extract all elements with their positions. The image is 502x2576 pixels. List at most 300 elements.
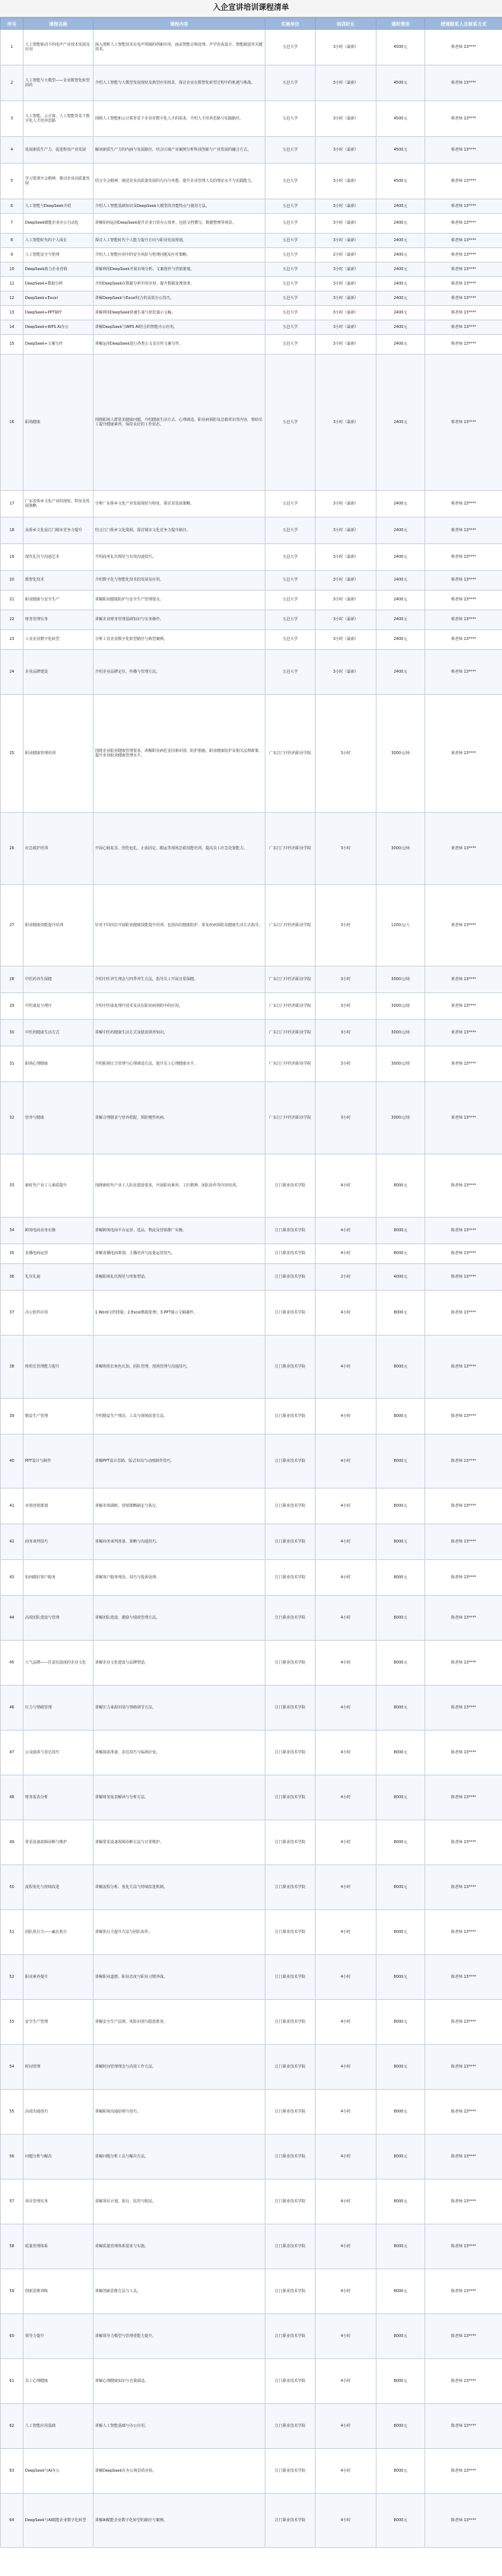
cell-unit: 江门职业技术学院: [265, 2135, 316, 2180]
cell-fee: 3000元/场: [376, 993, 425, 1020]
cell-course-content: 结合全会精神，阐述企业高质量发展的方向与举措，提升企业管理人员的理论水平与实践能力。: [94, 164, 265, 199]
header-name: 课程名称: [24, 18, 94, 30]
cell-no: 64: [1, 2494, 24, 2548]
table-row: [1, 164, 502, 199]
cell-unit: 五邑大学: [265, 199, 316, 214]
cell-contact: 蔡老师 13****: [425, 234, 502, 248]
cell-contact: 黄老师 13****: [425, 813, 502, 885]
cell-course-name: 财务管理实务: [24, 610, 94, 630]
cell-fee: 3000元/场: [376, 1082, 425, 1154]
cell-course-content: 讲解中医药健康生活方式及膳食调养知识。: [94, 1020, 265, 1046]
table-row: [1, 1910, 502, 1955]
cell-contact: 蔡老师 13****: [425, 491, 502, 517]
cell-unit: 江门职业技术学院: [265, 1434, 316, 1489]
cell-contact: 陈老师 13****: [425, 2224, 502, 2269]
cell-contact: 陈老师 13****: [425, 1731, 502, 1775]
table-row: [1, 199, 502, 214]
cell-duration: 3小时（最新）: [316, 610, 376, 630]
header-content: 课程内容: [94, 18, 265, 30]
cell-unit: 五邑大学: [265, 320, 316, 335]
cell-contact: 陈老师 13****: [425, 1218, 502, 1244]
cell-contact: 陈老师 13****: [425, 2314, 502, 2359]
cell-course-name: DeepSeek+数据分析: [24, 277, 94, 291]
cell-duration: 4小时: [316, 2314, 376, 2359]
cell-course-content: 讲解跨境电商平台运营、选品、物流及营销推广实操。: [94, 1218, 265, 1244]
cell-unit: 五邑大学: [265, 101, 316, 137]
cell-unit: 广东江门中医药职业学院: [265, 695, 316, 813]
cell-duration: 4小时: [316, 1641, 376, 1686]
cell-course-name: 员工心理健康: [24, 2359, 94, 2404]
cell-fee: 2400元: [376, 650, 425, 695]
cell-course-content: 开展心肺复苏、创伤包扎、止血固定、搬运等现场急救技能培训，提高员工应急处置能力。: [94, 813, 265, 885]
cell-duration: 3小时（最新）: [316, 544, 376, 571]
cell-no: 55: [1, 2090, 24, 2135]
cell-course-name: 精益生产管理: [24, 1399, 94, 1434]
cell-contact: 陈老师 13****: [425, 1291, 502, 1336]
cell-no: 28: [1, 966, 24, 993]
cell-no: 35: [1, 1244, 24, 1264]
cell-unit: 江门职业技术学院: [265, 1399, 316, 1434]
cell-course-content: 介绍人工智能与大模型发展现状及典型应用场景，探讨企业在数智化转型过程中的机遇与挑战。: [94, 65, 265, 101]
document-title: 入企宣讲培训课程清单: [0, 0, 502, 18]
cell-course-name: DeepSeek与AI办公: [24, 2449, 94, 2494]
cell-unit: 江门职业技术学院: [265, 1955, 316, 2000]
cell-fee: 3000元/场: [376, 695, 425, 813]
cell-fee: 2400元: [376, 591, 425, 610]
cell-contact: 陈老师 13****: [425, 2494, 502, 2548]
cell-fee: 8000元: [376, 1596, 425, 1641]
cell-course-content: 讲解职场沟通原则与技巧。: [94, 2090, 265, 2135]
table-row: [1, 1264, 502, 1291]
cell-course-name: 商务谈判技巧: [24, 1524, 94, 1560]
cell-course-content: 讲解财务报表解读与分析方法。: [94, 1775, 265, 1820]
cell-no: 5: [1, 164, 24, 199]
cell-unit: 广东江门中医药职业学院: [265, 1046, 316, 1082]
table-row: [1, 650, 502, 695]
table-row: [1, 1244, 502, 1264]
cell-duration: 4小时: [316, 1955, 376, 2000]
cell-no: 22: [1, 610, 24, 630]
cell-course-name: 人工智能安全与伦理: [24, 248, 94, 263]
cell-course-content: 讲解AI赋能企业数字化转型的路径与案例。: [94, 2494, 265, 2548]
cell-course-content: 讲解常见设备故障诊断方法与日常维护。: [94, 1820, 265, 1865]
cell-contact: 陈老师 13****: [425, 2045, 502, 2090]
cell-unit: 广东江门中医药职业学院: [265, 813, 316, 885]
cell-course-name: 数智化技术: [24, 571, 94, 591]
cell-no: 36: [1, 1264, 24, 1291]
header-contact: 授课联系人及联系方式: [425, 18, 502, 30]
cell-duration: 4小时: [316, 1686, 376, 1731]
cell-contact: 黄老师 13****: [425, 1082, 502, 1154]
cell-duration: 3小时（最新）: [316, 263, 376, 277]
cell-no: 46: [1, 1686, 24, 1731]
cell-unit: 五邑大学: [265, 630, 316, 650]
cell-unit: 五邑大学: [265, 335, 316, 355]
cell-duration: 3小时: [316, 885, 376, 966]
table-row: [1, 993, 502, 1020]
cell-no: 21: [1, 591, 24, 610]
cell-no: 38: [1, 1336, 24, 1399]
cell-duration: 3小时（最新）: [316, 101, 376, 137]
cell-duration: 3小时（最新）: [316, 65, 376, 101]
cell-no: 59: [1, 2269, 24, 2314]
cell-fee: 8000元: [376, 1244, 425, 1264]
cell-fee: 2400元: [376, 248, 425, 263]
cell-no: 62: [1, 2404, 24, 2449]
table-row: [1, 1020, 502, 1046]
cell-unit: 江门职业技术学院: [265, 1560, 316, 1596]
cell-course-name: 职业健康技能提升培训: [24, 885, 94, 966]
cell-unit: 广东江门中医药职业学院: [265, 993, 316, 1020]
cell-duration: 4小时: [316, 2494, 376, 2548]
cell-no: 11: [1, 277, 24, 291]
cell-contact: 蔡老师 13****: [425, 320, 502, 335]
cell-unit: 五邑大学: [265, 571, 316, 591]
cell-unit: 五邑大学: [265, 214, 316, 234]
cell-contact: 蔡老师 13****: [425, 30, 502, 65]
table-row: [1, 2404, 502, 2449]
cell-course-name: DeepSeek与AI赋能企业数字化转型: [24, 2494, 94, 2548]
table-row: [1, 306, 502, 320]
cell-course-name: 广东省侨乡文化产业的现状、特征及发展策略: [24, 491, 94, 517]
cell-contact: 陈老师 13****: [425, 2404, 502, 2449]
cell-contact: 黄老师 13****: [425, 1046, 502, 1082]
cell-duration: 3小时（最新）: [316, 199, 376, 214]
cell-course-name: 人工智能应用基础: [24, 2404, 94, 2449]
cell-course-name: DeepSeek+文案写作: [24, 335, 94, 355]
cell-contact: 黄老师 13****: [425, 695, 502, 813]
cell-unit: 江门职业技术学院: [265, 1865, 316, 1910]
cell-no: 3: [1, 101, 24, 137]
table-row: [1, 1820, 502, 1865]
cell-fee: 8000元: [376, 2045, 425, 2090]
cell-fee: 8000元: [376, 1399, 425, 1434]
cell-no: 54: [1, 2045, 24, 2090]
cell-unit: 江门职业技术学院: [265, 2224, 316, 2269]
cell-course-content: 围绕新时代产业工人队伍建设要求，开展职业素养、工匠精神、团队协作等内容培训。: [94, 1154, 265, 1218]
table-row: [1, 591, 502, 610]
cell-duration: 3小时（最新）: [316, 355, 376, 491]
cell-duration: 4小时: [316, 1434, 376, 1489]
cell-no: 58: [1, 2224, 24, 2269]
table-row: [1, 695, 502, 813]
cell-course-name: 职业健康管理培训: [24, 695, 94, 813]
cell-contact: 陈老师 13****: [425, 1336, 502, 1399]
cell-fee: 2400元: [376, 234, 425, 248]
cell-fee: 2400元: [376, 610, 425, 630]
cell-course-name: 问题分析与解决: [24, 2135, 94, 2180]
cell-duration: 4小时: [316, 1218, 376, 1244]
cell-no: 4: [1, 137, 24, 164]
cell-course-name: 创新思维训练: [24, 2269, 94, 2314]
cell-course-content: 讲解直播电商策划、主播培养与流量运营技巧。: [94, 1244, 265, 1264]
cell-duration: 4小时: [316, 1154, 376, 1218]
cell-unit: 五邑大学: [265, 234, 316, 248]
cell-course-content: 讲解职业健康防护与安全生产管理要点。: [94, 591, 265, 610]
cell-fee: 2400元: [376, 571, 425, 591]
cell-duration: 4小时: [316, 2090, 376, 2135]
cell-unit: 江门职业技术学院: [265, 1264, 316, 1291]
cell-fee: 4000元: [376, 1264, 425, 1291]
cell-no: 39: [1, 1399, 24, 1434]
cell-duration: 3小时（最新）: [316, 320, 376, 335]
cell-duration: 3小时（最新）: [316, 306, 376, 320]
cell-course-name: 时间管理: [24, 2045, 94, 2090]
cell-contact: 陈老师 13****: [425, 2090, 502, 2135]
cell-duration: 4小时: [316, 1820, 376, 1865]
cell-fee: 2400元: [376, 199, 425, 214]
cell-course-content: 讲解如何运用DeepSeek提升企业日常办公效率，包括文档撰写、数据整理等场景。: [94, 214, 265, 234]
cell-contact: 蔡老师 13****: [425, 164, 502, 199]
cell-unit: 五邑大学: [265, 164, 316, 199]
table-row: [1, 1641, 502, 1686]
cell-fee: 2400元: [376, 630, 425, 650]
cell-fee: 8000元: [376, 1865, 425, 1910]
table-row: [1, 2269, 502, 2314]
cell-duration: 4小时: [316, 2135, 376, 2180]
cell-fee: 8000元: [376, 2269, 425, 2314]
table-row: [1, 544, 502, 571]
cell-no: 50: [1, 1865, 24, 1910]
cell-duration: 4小时: [316, 2404, 376, 2449]
cell-no: 27: [1, 885, 24, 966]
cell-unit: 江门职业技术学院: [265, 2045, 316, 2090]
cell-fee: 8000元: [376, 2000, 425, 2045]
cell-fee: 2400元: [376, 277, 425, 291]
table-row: [1, 30, 502, 65]
cell-unit: 广东江门中医药职业学院: [265, 966, 316, 993]
cell-course-content: 讲解运用DeepSeek进行各类公文及宣传文案写作。: [94, 335, 265, 355]
cell-contact: 陈老师 13****: [425, 1820, 502, 1865]
cell-fee: 4500元: [376, 137, 425, 164]
cell-course-name: 礼仪礼貌: [24, 1264, 94, 1291]
table-row: [1, 1082, 502, 1154]
table-row: [1, 2224, 502, 2269]
cell-no: 25: [1, 695, 24, 813]
cell-fee: 8000元: [376, 1775, 425, 1820]
cell-course-name: 人工智能驱动下的电声产业技术发展及应用: [24, 30, 94, 65]
cell-course-name: 公众演讲与表达技巧: [24, 1731, 94, 1775]
cell-duration: 3小时: [316, 1082, 376, 1154]
table-row: [1, 630, 502, 650]
cell-contact: 蔡老师 13****: [425, 214, 502, 234]
cell-course-content: 介绍数字化与智能化技术的发展及应用。: [94, 571, 265, 591]
cell-course-name: DeepSeek+Excel: [24, 291, 94, 306]
table-row: [1, 813, 502, 885]
cell-fee: 4500元: [376, 30, 425, 65]
cell-course-name: PPT设计与制作: [24, 1434, 94, 1489]
cell-unit: 江门职业技术学院: [265, 1596, 316, 1641]
cell-no: 49: [1, 1820, 24, 1865]
table-row: [1, 2000, 502, 2045]
cell-no: 9: [1, 248, 24, 263]
cell-course-name: DeepSeek+WPS AI办公: [24, 320, 94, 335]
cell-duration: 2小时: [316, 1264, 376, 1291]
cell-fee: 8000元: [376, 2224, 425, 2269]
cell-course-name: 办公软件应用: [24, 1291, 94, 1336]
cell-unit: 江门职业技术学院: [265, 1820, 316, 1865]
table-row: [1, 101, 502, 137]
cell-course-name: 中医药养生保健: [24, 966, 94, 993]
cell-course-content: 深入剖析人工智能技术在电声领域的创新应用，涵盖智能音频处理、声学仿真设计、智能制造等关键技术。: [94, 30, 265, 65]
cell-course-name: 财务报表分析: [24, 1775, 94, 1820]
cell-course-content: 探讨人工智能时代个人能力提升方向与职业发展规划。: [94, 234, 265, 248]
table-row: [1, 320, 502, 335]
cell-no: 40: [1, 1434, 24, 1489]
cell-fee: 2400元: [376, 335, 425, 355]
cell-course-content: 讲解客户服务理念、技巧与投诉处理。: [94, 1560, 265, 1596]
cell-contact: 蔡老师 13****: [425, 263, 502, 277]
cell-duration: 4小时: [316, 1291, 376, 1336]
cell-duration: 4小时: [316, 1336, 376, 1399]
cell-duration: 3小时（最新）: [316, 164, 376, 199]
cell-course-name: 班组长管理能力提升: [24, 1336, 94, 1399]
cell-contact: 蔡老师 13****: [425, 335, 502, 355]
table-row: [1, 2449, 502, 2494]
table-row: [1, 2180, 502, 2224]
cell-course-content: 讲解演讲准备、表达技巧与临场应变。: [94, 1731, 265, 1775]
cell-no: 60: [1, 2314, 24, 2359]
cell-unit: 江门职业技术学院: [265, 2314, 316, 2359]
cell-course-content: 讲解商务谈判准备、策略与沟通技巧。: [94, 1524, 265, 1560]
cell-contact: 蔡老师 13****: [425, 610, 502, 630]
cell-course-name: 新时代产业工人素质提升: [24, 1154, 94, 1218]
cell-fee: 8000元: [376, 1731, 425, 1775]
cell-duration: 4小时: [316, 1596, 376, 1641]
cell-no: 57: [1, 2180, 24, 2224]
cell-no: 56: [1, 2135, 24, 2180]
cell-unit: 江门职业技术学院: [265, 2090, 316, 2135]
cell-fee: 8000元: [376, 2449, 425, 2494]
cell-fee: 8000元: [376, 2359, 425, 2404]
cell-contact: 陈老师 13****: [425, 1596, 502, 1641]
cell-fee: 8000元: [376, 1291, 425, 1336]
table-row: [1, 1489, 502, 1524]
cell-fee: 8000元: [376, 1524, 425, 1560]
cell-duration: 2小时（最新）: [316, 248, 376, 263]
cell-no: 53: [1, 2000, 24, 2045]
cell-no: 19: [1, 544, 24, 571]
header-fee: 课时费用: [376, 18, 425, 30]
table-row: [1, 214, 502, 234]
cell-course-name: 质量管理体系: [24, 2224, 94, 2269]
cell-no: 2: [1, 65, 24, 101]
cell-fee: 4500元: [376, 65, 425, 101]
cell-course-content: 围绕企业职业健康管理要求，讲解职业病危害因素识别、防护措施、职业健康监护及相关法规政策，提升企业职业健康管理水平。: [94, 695, 265, 813]
cell-duration: 4小时: [316, 1524, 376, 1560]
cell-fee: 2400元: [376, 291, 425, 306]
cell-course-content: 讲解领导力模型与管理者能力提升。: [94, 2314, 265, 2359]
cell-course-content: 讲解人工智能基础与办公应用。: [94, 2404, 265, 2449]
cell-no: 61: [1, 2359, 24, 2404]
cell-course-content: 讲解企业文化建设与品牌塑造。: [94, 1641, 265, 1686]
cell-course-content: 讲解市场调研、营销策略制定与执行。: [94, 1489, 265, 1524]
cell-course-content: 讲解企业财务管理基础知识与实务操作。: [94, 610, 265, 630]
cell-course-name: DeepSeek+PPT制作: [24, 306, 94, 320]
cell-course-content: 讲解安全生产法规、风险识别与隐患排查。: [94, 2000, 265, 2045]
cell-no: 24: [1, 650, 24, 695]
cell-fee: 8000元: [376, 2404, 425, 2449]
cell-unit: 江门职业技术学院: [265, 1686, 316, 1731]
cell-course-name: 安全生产管理: [24, 2000, 94, 2045]
cell-course-name: 中医康复与理疗: [24, 993, 94, 1020]
cell-contact: 蔡老师 13****: [425, 101, 502, 137]
cell-duration: 3小时: [316, 1020, 376, 1046]
cell-course-name: 学习贯彻全会精神，推动企业高质量发展: [24, 164, 94, 199]
cell-fee: 2400元: [376, 355, 425, 491]
cell-course-name: 跨境电商业务实操: [24, 1218, 94, 1244]
cell-duration: 3小时（最新）: [316, 650, 376, 695]
table-row: [1, 517, 502, 544]
cell-duration: 3小时（最新）: [316, 291, 376, 306]
cell-no: 42: [1, 1524, 24, 1560]
cell-course-name: 职业健康与安全生产: [24, 591, 94, 610]
cell-contact: 蔡老师 13****: [425, 248, 502, 263]
table-row: [1, 1291, 502, 1336]
cell-fee: 8000元: [376, 1336, 425, 1399]
cell-course-content: 讲解心理健康知识与自我调适。: [94, 2359, 265, 2404]
table-row: [1, 1865, 502, 1910]
cell-no: 23: [1, 630, 24, 650]
cell-unit: 江门职业技术学院: [265, 1244, 316, 1264]
cell-unit: 江门职业技术学院: [265, 2359, 316, 2404]
cell-unit: 五邑大学: [265, 517, 316, 544]
cell-course-content: 介绍人工智能基础知识及DeepSeek大模型的功能特点与使用方法。: [94, 199, 265, 214]
cell-fee: 2400元: [376, 306, 425, 320]
table-row: [1, 277, 502, 291]
cell-unit: 江门职业技术学院: [265, 1641, 316, 1686]
cell-contact: 陈老师 13****: [425, 2000, 502, 2045]
cell-duration: 4小时: [316, 1244, 376, 1264]
table-row: [1, 248, 502, 263]
cell-contact: 陈老师 13****: [425, 2135, 502, 2180]
cell-fee: 2400元: [376, 214, 425, 234]
table-row: [1, 263, 502, 277]
cell-unit: 五邑大学: [265, 306, 316, 320]
cell-unit: 江门职业技术学院: [265, 2449, 316, 2494]
cell-fee: 8000元: [376, 2180, 425, 2224]
cell-no: 52: [1, 1955, 24, 2000]
cell-course-content: 1.Word文档排版；2.Excel数据处理；3.PPT演示文稿制作。: [94, 1291, 265, 1336]
cell-duration: 3小时（最新）: [316, 630, 376, 650]
cell-unit: 五邑大学: [265, 248, 316, 263]
cell-duration: 3小时（最新）: [316, 277, 376, 291]
table-row: [1, 355, 502, 491]
cell-course-name: 企业品牌建设: [24, 650, 94, 695]
table-row: [1, 1560, 502, 1596]
table-row: [1, 1775, 502, 1820]
cell-fee: 3000元/场: [376, 813, 425, 885]
cell-course-content: 介绍企业品牌定位、传播与管理方法。: [94, 650, 265, 695]
cell-course-content: 讲解时间管理理念与高效工作方法。: [94, 2045, 265, 2090]
cell-fee: 8000元: [376, 1218, 425, 1244]
cell-contact: 蔡老师 13****: [425, 137, 502, 164]
table-row: [1, 65, 502, 101]
cell-no: 63: [1, 2449, 24, 2494]
table-row: [1, 1596, 502, 1641]
cell-unit: 江门职业技术学院: [265, 1154, 316, 1218]
cell-course-content: 讲解执行力提升方法与团队协作。: [94, 1910, 265, 1955]
cell-course-content: 介绍精益生产理念、工具与现场改善方法。: [94, 1399, 265, 1434]
cell-duration: 3小时（最新）: [316, 491, 376, 517]
table-row: [1, 234, 502, 248]
cell-course-name: 职场健康: [24, 355, 94, 491]
cell-unit: 江门职业技术学院: [265, 1489, 316, 1524]
cell-contact: 蔡老师 13****: [425, 517, 502, 544]
cell-duration: 4小时: [316, 1731, 376, 1775]
cell-duration: 4小时: [316, 1865, 376, 1910]
cell-contact: 陈老师 13****: [425, 1641, 502, 1686]
